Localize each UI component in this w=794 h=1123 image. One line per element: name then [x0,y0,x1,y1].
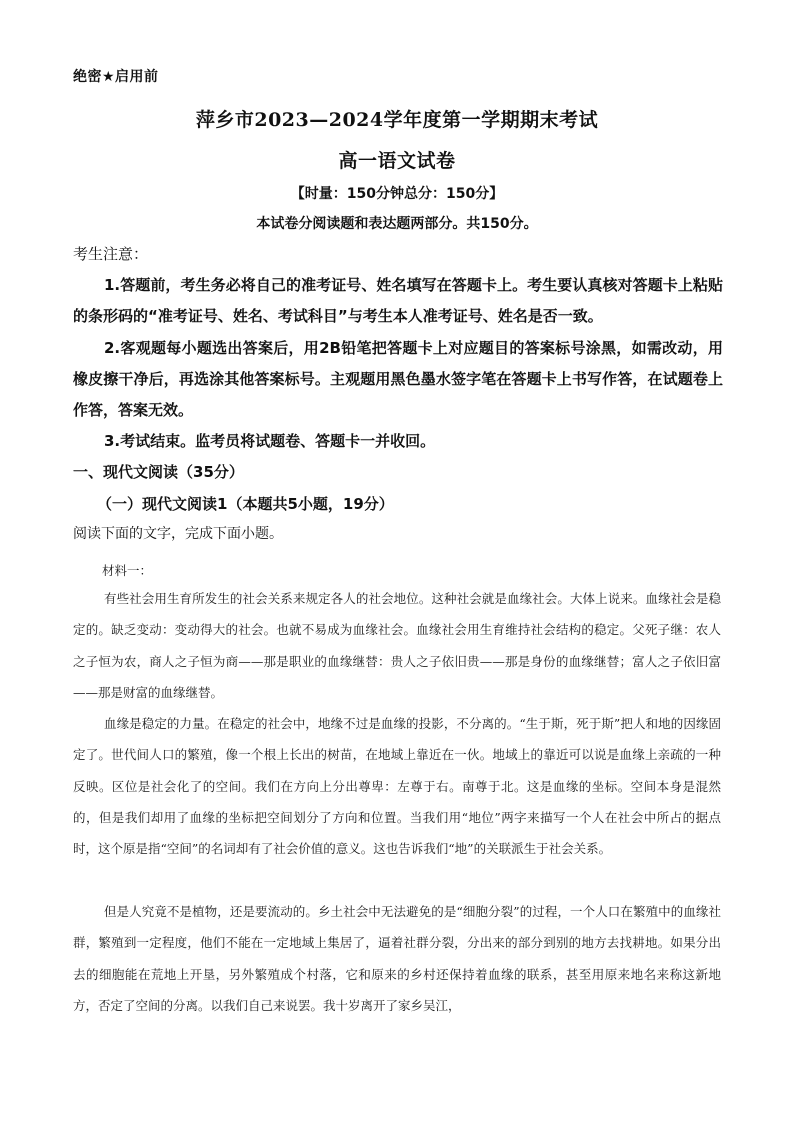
notice-item-2: 2.客观题每小题选出答案后，用2B铅笔把答题卡上对应题目的答案标号涂黑，如需改动，用橡皮擦干净后，再选涂其他答案标号。主观题用黑色墨水签字笔在答题卡上书写作答，在试题卷上作答，答案无效。 [73,339,723,419]
material-paragraph: 但是人究竟不是植物，还是要流动的。乡土社会中无法避免的是“细胞分裂”的过程，一个人口在繁殖中的血缘社群，繁殖到一定程度，他们不能在一定地域上集居了，逼着社群分裂，分出来的部分到别的地方去找耕地。如果分出去的细胞能在荒地上开垦，另外繁殖成个村落，它和原来的乡村还保持着血缘的联系，甚至用原来地名来称这新地方，否定了空间的分离。以我们自己来说罢。我十岁离开了家乡吴江， [73,904,721,1013]
notice-item-1: 1.答题前，考生务必将自己的准考证号、姓名填写在答题卡上。考生要认真核对答题卡上粘贴的条形码的“准考证号、姓名、考试科目”与考生本人准考证号、姓名是否一致。 [73,276,723,325]
reading-instruction: 阅读下面的文字，完成下面小题。 [73,526,283,542]
material-label: 材料一： [102,563,153,578]
paper-title: 高一语文试卷 [338,150,456,172]
subsection-heading: （一）现代文阅读1（本题共5小题，19分） [97,495,394,513]
exam-title: 萍乡市2023—2024学年度第一学期期末考试 [195,109,599,131]
material-paragraph: 血缘是稳定的力量。在稳定的社会中，地缘不过是血缘的投影，不分离的。“生于斯，死于斯”把人和地的因缘固定了。世代间人口的繁殖，像一个根上长出的树苗，在地域上靠近在一伙。地域上的靠近可以说是血缘上亲疏的一种反映。区位是社会化了的空间。我们在方向上分出尊卑：左尊于右。南尊于北。这是血缘的坐标。空间本身是混然的，但是我们却用了血缘的坐标把空间划分了方向和位置。当我们用“地位”两字来描写一个人在社会中所占的据点时，这个原是指“空间”的名词却有了社会价值的意义。这也告诉我们“地”的关联派生于社会关系。 [73,716,721,857]
section-heading: 一、现代文阅读（35分） [73,463,244,481]
material-paragraph: 有些社会用生育所发生的社会关系来规定各人的社会地位。这种社会就是血缘社会。大体上说来。血缘社会是稳定的。缺乏变动：变动得大的社会。也就不易成为血缘社会。血缘社会用生育维持社会结构的稳定。父死子继：农人之子恒为农，商人之子恒为商——那是职业的血缘继替：贵人之子依旧贵——那是身份的血缘继替；富人之子依旧富——那是财富的血缘继替。 [73,591,721,700]
secret-label: 绝密★启用前 [73,69,159,85]
time-score-line: 【时量：150分钟总分：150分】 [290,186,504,202]
notice-item-3: 3.考试结束。监考员将试题卷、答题卡一并收回。 [104,432,436,450]
notice-label: 考生注意： [73,245,149,263]
paper-summary: 本试卷分阅读题和表达题两部分。共150分。 [256,216,538,232]
